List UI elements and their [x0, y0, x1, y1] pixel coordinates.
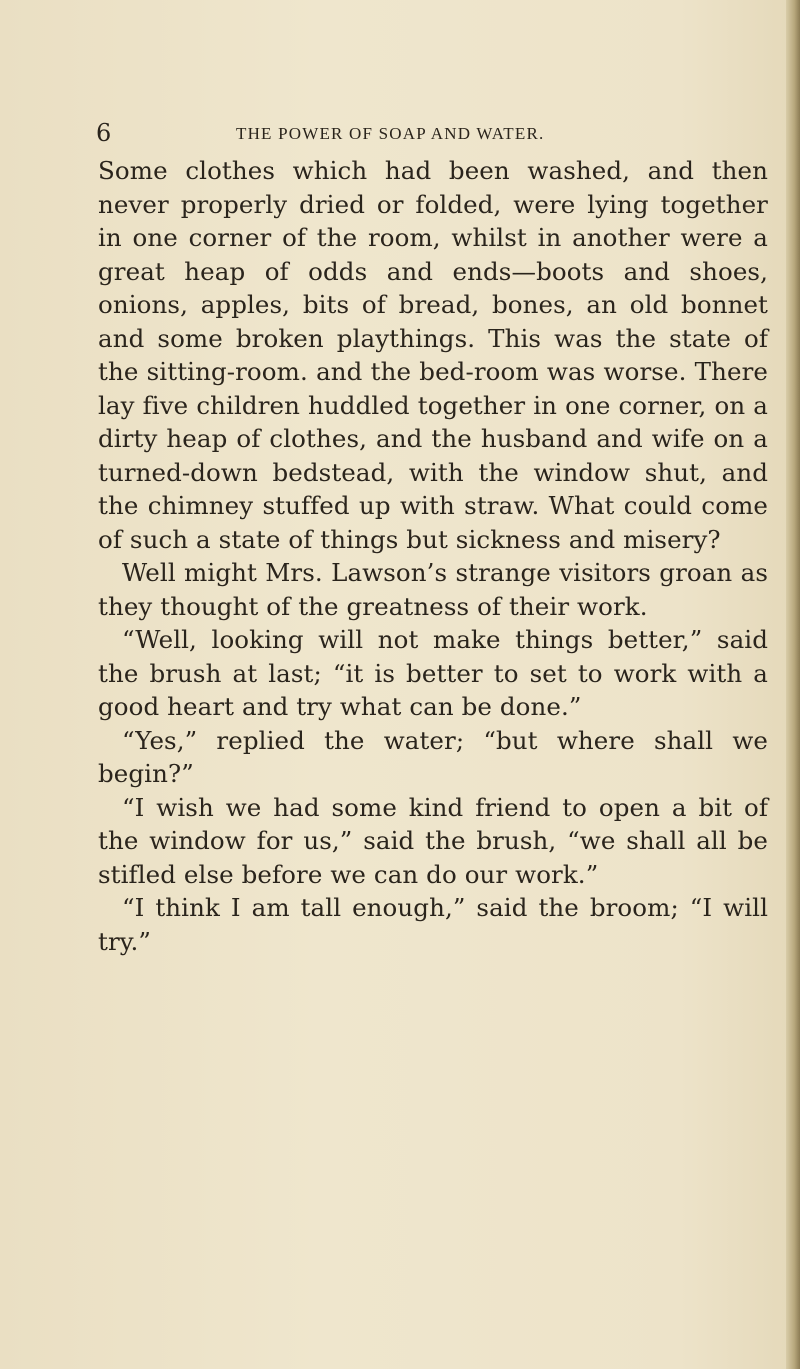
body-text	[98, 154, 768, 958]
paragraph-water-replies: “Yes,” replied the water; “but where shall we begin?”	[98, 725, 768, 788]
paragraph-open-window: “I wish we had some kind friend to open a bit of the window for us,” said the brush, “we shall all be stifled else before we can do our work.”	[98, 792, 768, 889]
running-title: THE POWER OF SOAP AND WATER.	[236, 124, 545, 143]
paragraph-brush-speaks: “Well, looking will not make things better,” said the brush at last; “it is better to set to work with a good heart and try what can be done.”	[98, 625, 768, 721]
page-number: 6	[96, 119, 112, 147]
paragraph-visitors-groan: Well might Mrs. Lawson’s strange visitors groan as they thought of the greatness of their work.	[98, 558, 768, 621]
page-header	[96, 118, 756, 148]
page-edge	[786, 0, 800, 1369]
paragraph-broom-speaks: “I think I am tall enough,” said the broom; “I will try.”	[98, 893, 768, 956]
paragraph-room-description: Some clothes which had been washed, and then never properly dried or folded, were lying together in one corner of the room, whilst in another were a great heap of odds and ends—boots and shoes, onions, apples, bits of bread, bones, an old bonnet and some broken playthings. This was the state of the sitting-room. and the bed-room was worse. There lay five children huddled together in one corner, on a dirty heap of clothes, and the husband and wife on a turned-down bedstead, with the window shut, and the chimney stuffed up with straw. What could come of such a state of things but sickness and misery?	[98, 156, 768, 554]
